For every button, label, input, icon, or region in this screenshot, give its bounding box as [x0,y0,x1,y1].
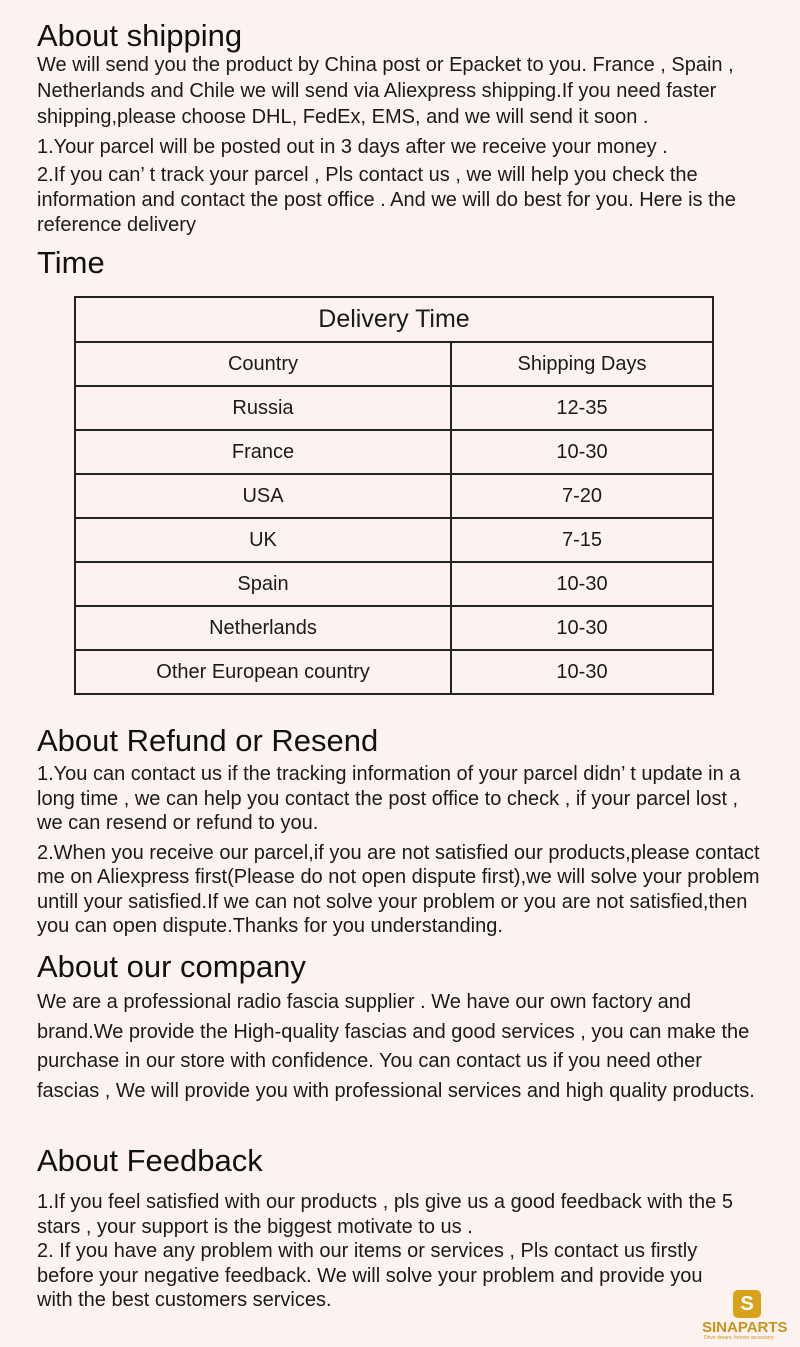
time-heading: Time [37,245,105,280]
company-text: We are a professional radio fascia supplier . We have our own factory and brand.We provide the High-quality fascias and good services , you can make the purchase in our store with confidence. You can contact us if you need other fascias , We will provide you with professional services and high quality products. [37,991,755,1102]
row-country: Netherlands [75,606,451,650]
sinaparts-logo [700,1290,792,1340]
row-days: 7-15 [451,518,713,562]
row-days: 10-30 [451,606,713,650]
table-title: Delivery Time [75,297,713,342]
logo-tagline: Drive dream, forever accessory [704,1335,774,1341]
delivery-time-table [74,296,714,695]
feedback-heading: About Feedback [37,1143,263,1178]
refund-point-1: 1.You can contact us if the tracking information of your parcel didn’ t update in a long time , we can help you contact the post office to check , if your parcel lost , we can resend or refund to you. [37,763,741,834]
feedback-point-1: 1.If you feel satisfied with our products , pls give us a good feedback with the 5 stars , your support is the biggest motivate to us . [37,1191,733,1238]
row-country: Other European country [75,650,451,694]
row-country: USA [75,474,451,518]
shipping-intro: We will send you the product by China post or Epacket to you. France , Spain , Netherlands and Chile we will send via Aliexpress shipping.If you need faster shipping,please choose DHL, FedEx, EMS, and we will send it soon . [37,54,734,128]
header-shipping-days: Shipping Days [451,342,713,386]
table-row [75,650,713,694]
company-heading: About our company [37,949,306,984]
row-days: 10-30 [451,562,713,606]
row-days: 10-30 [451,430,713,474]
table-row [75,430,713,474]
row-country: Spain [75,562,451,606]
refund-text [37,762,767,939]
shipping-point-2: 2.If you can’ t track your parcel , Pls contact us , we will help you check the information and contact the post office . And we will do best for you. Here is the reference delivery [37,164,736,236]
logo-badge-icon: S [733,1290,761,1318]
feedback-point-2: 2. If you have any problem with our items or services , Pls contact us firstly before your negative feedback. We will solve your problem and provide you with the best customers services. [37,1240,703,1311]
shipping-point-1: 1.Your parcel will be posted out in 3 days after we receive your money . [37,136,668,158]
shipping-heading: About shipping [37,18,243,53]
row-days: 7-20 [451,474,713,518]
table-row [75,474,713,518]
row-days: 10-30 [451,650,713,694]
table-header-row [75,342,713,386]
header-country: Country [75,342,451,386]
table-row [75,562,713,606]
logo-name: SINAPARTS [702,1319,788,1336]
refund-point-2: 2.When you receive our parcel,if you are not satisfied our products,please contact me on Aliexpress first(Please do not open dispute first),we will solve your problem untill your satisfied.If we can not solve your problem or you are not satisfied,then you can open dispute.Thanks for you understanding. [37,841,760,937]
refund-heading: About Refund or Resend [37,723,379,758]
row-days: 12-35 [451,386,713,430]
table-row [75,606,713,650]
row-country: France [75,430,451,474]
shipping-text [37,52,767,238]
feedback-text [37,1190,737,1313]
row-country: Russia [75,386,451,430]
table-row [75,518,713,562]
row-country: UK [75,518,451,562]
table-row [75,386,713,430]
